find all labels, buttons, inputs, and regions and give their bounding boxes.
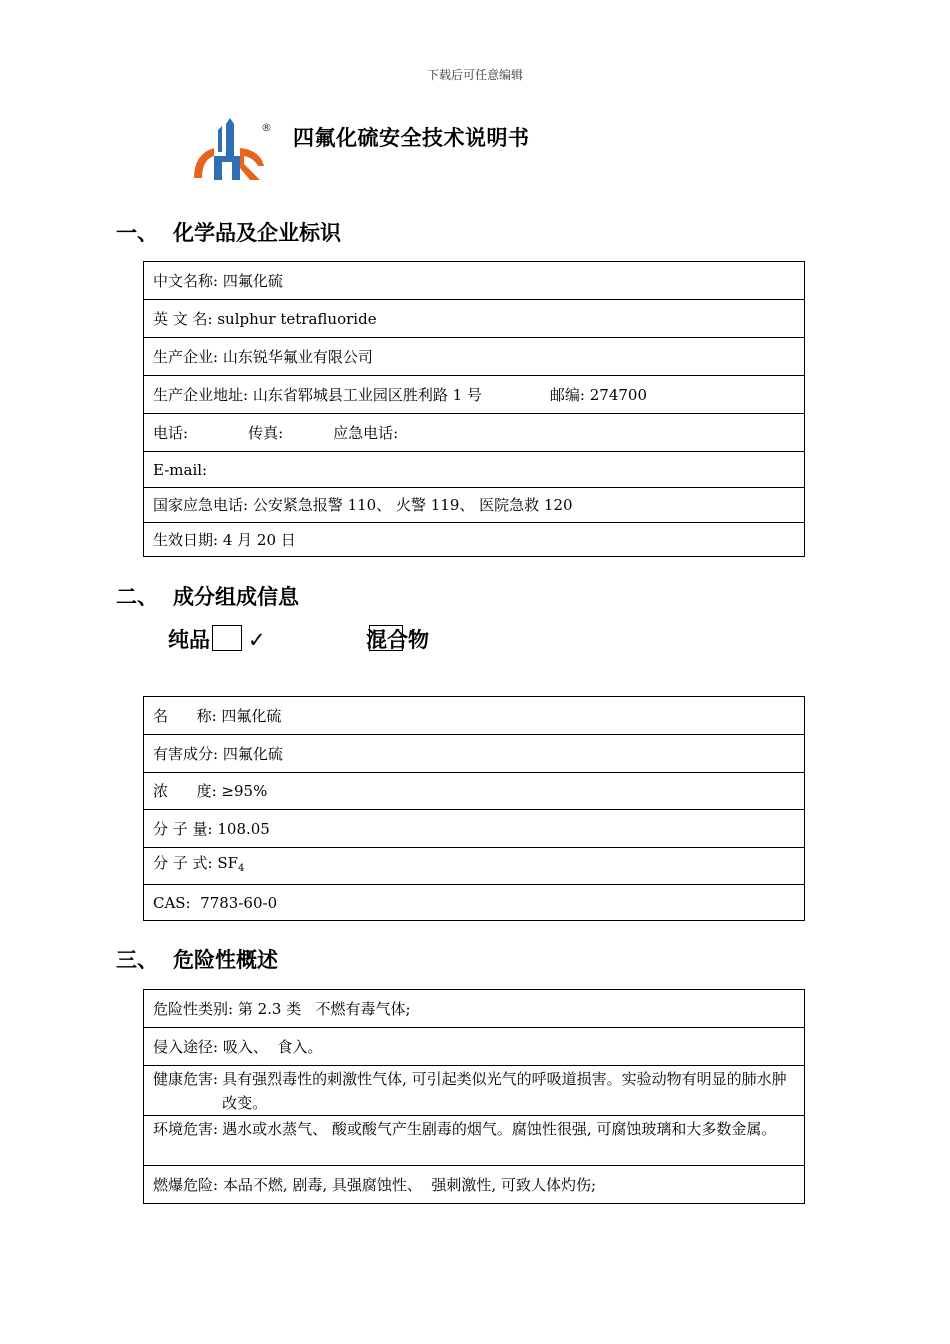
- name-cell: 名 称: 四氟化硫: [144, 697, 805, 735]
- table-row: [144, 414, 805, 452]
- section-title: 化学品及企业标识: [173, 221, 341, 245]
- concentration-cell: 浓 度: ≥95%: [144, 773, 805, 810]
- effective-date-cell: 生效日期: 4 月 20 日: [144, 523, 805, 557]
- table-row: [144, 523, 805, 557]
- table-row: [144, 376, 805, 414]
- mixture-label: 混合物: [366, 628, 429, 652]
- env-label: 环境危害:: [153, 1120, 219, 1138]
- table-row: [144, 1166, 805, 1204]
- logo-blue-tower: [214, 118, 240, 180]
- env-text: 遇水或水蒸气、 酸或酸气产生剧毒的烟气。腐蚀性很强, 可腐蚀玻璃和大多数金属。: [222, 1120, 777, 1138]
- section-heading-3: [116, 944, 278, 974]
- route-cell: 侵入途径: 吸入、 食入。: [144, 1028, 805, 1066]
- national-emergency-cell: 国家应急电话: 公安紧急报警 110、 火警 119、 医院急救 120: [144, 488, 805, 523]
- fire-cell: 燃爆危险: 本品不燃, 剧毒, 具强腐蚀性、 强刺激性, 可致人体灼伤;: [144, 1166, 805, 1204]
- registered-mark: ®: [261, 121, 272, 134]
- table-row: [144, 848, 805, 885]
- composition-table: [143, 696, 805, 921]
- health-cell: [144, 1066, 805, 1116]
- section-number: 三、: [116, 948, 158, 972]
- section-number: 一、: [116, 221, 158, 245]
- formula-subscript: 4: [238, 863, 245, 874]
- health-text: 具有强烈毒性的刺激性气体, 可引起类似光气的呼吸道损害。实验动物有明显的肺水肿改变。: [222, 1070, 787, 1112]
- fax-label: 传真:: [248, 423, 284, 442]
- table-row: [144, 262, 805, 300]
- section-title: 危险性概述: [173, 948, 278, 972]
- table-row: [144, 885, 805, 921]
- table-row: [144, 1116, 805, 1166]
- en-name-cell: 英 文 名: sulphur tetrafluoride: [144, 300, 805, 338]
- table-row: [144, 488, 805, 523]
- table-row: [144, 735, 805, 773]
- environment-cell: [144, 1116, 805, 1166]
- contact-cell: [144, 414, 805, 452]
- address-cell: [144, 376, 805, 414]
- cas-cell: CAS: 7783-60-0: [144, 885, 805, 921]
- formula-cell: [144, 848, 805, 885]
- company-logo: [188, 116, 274, 184]
- download-note: 下载后可任意编辑: [426, 68, 523, 82]
- email-cell: E-mail:: [144, 452, 805, 488]
- category-cell: 危险性类别: 第 2.3 类 不燃有毒气体;: [144, 990, 805, 1028]
- table-row: [144, 697, 805, 735]
- section-heading-1: [116, 217, 341, 247]
- health-label: 健康危害:: [153, 1070, 219, 1088]
- emergency-tel-label: 应急电话:: [333, 423, 399, 442]
- cn-name-cell: 中文名称: 四氟化硫: [144, 262, 805, 300]
- table-row: [144, 1066, 805, 1116]
- pure-label: 纯品: [168, 628, 210, 652]
- formula-text: 分 子 式: SF: [153, 854, 239, 872]
- harmful-cell: 有害成分: 四氟化硫: [144, 735, 805, 773]
- producer-cell: 生产企业: 山东锐华氟业有限公司: [144, 338, 805, 376]
- section-heading-2: [116, 581, 299, 611]
- tel-label: 电话:: [153, 423, 189, 442]
- logo-orange-left: [194, 148, 214, 178]
- hazard-table: [143, 989, 805, 1204]
- mol-weight-cell: 分 子 量: 108.05: [144, 810, 805, 848]
- table-row: [144, 1028, 805, 1066]
- pure-option: [168, 624, 266, 654]
- table-row: [144, 990, 805, 1028]
- logo-blue-accent: [218, 126, 222, 152]
- postcode-text: 邮编: 274700: [549, 385, 647, 404]
- pure-checkbox: [212, 625, 242, 651]
- logo-orange-right: [240, 148, 264, 180]
- section-title: 成分组成信息: [173, 585, 299, 609]
- company-info-table: [143, 261, 805, 557]
- table-row: [144, 300, 805, 338]
- mixture-option: [366, 624, 429, 654]
- checkmark-icon: ✓: [248, 628, 266, 652]
- address-text: 生产企业地址: 山东省郓城县工业园区胜利路 1 号: [153, 385, 482, 404]
- table-row: [144, 810, 805, 848]
- table-row: [144, 452, 805, 488]
- table-row: [144, 773, 805, 810]
- document-title: 四氟化硫安全技术说明书: [293, 126, 530, 150]
- section-number: 二、: [116, 585, 158, 609]
- table-row: [144, 338, 805, 376]
